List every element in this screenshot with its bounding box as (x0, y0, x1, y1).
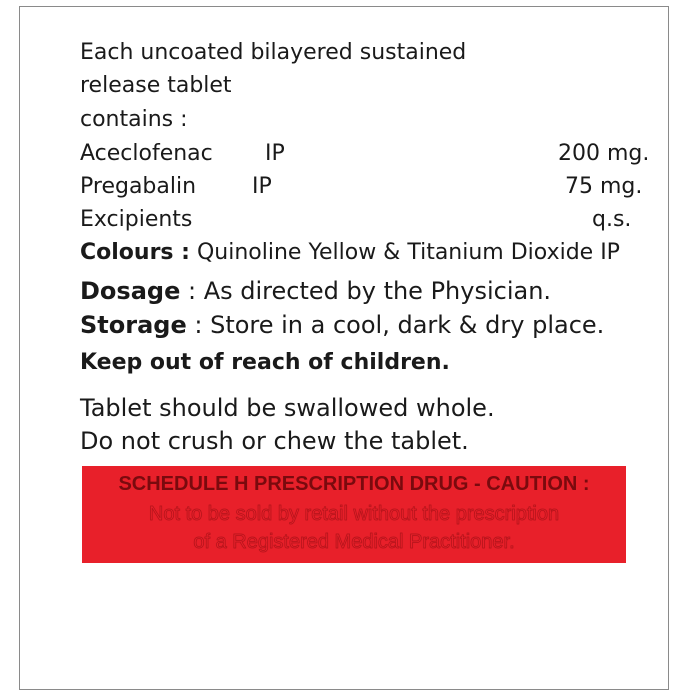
caution-line-1: Not to be sold by retail without the prescription (148, 503, 560, 525)
storage-line (80, 313, 604, 337)
ingredient-name: Pregabalin (80, 174, 197, 199)
ingredient-name: Excipients (80, 207, 193, 232)
dosage-value: : As directed by the Physician. (180, 277, 552, 305)
storage-value: : Store in a cool, dark & dry place. (186, 311, 605, 339)
composition-line-3: contains : (80, 107, 188, 132)
caution-title: SCHEDULE H PRESCRIPTION DRUG - CAUTION : (118, 473, 590, 495)
dosage-line (80, 279, 551, 303)
colours-label: Colours : (80, 240, 190, 265)
ingredient-amount: q.s. (592, 207, 632, 232)
ingredient-row (80, 176, 660, 202)
instruction-line-2: Do not crush or chew the tablet. (80, 427, 469, 455)
caution-line-2: of a Registered Medical Practitioner. (193, 531, 515, 553)
ingredient-row (80, 209, 660, 235)
ingredient-row (80, 143, 660, 169)
ingredient-standard: IP (265, 141, 285, 166)
colours-value: Quinoline Yellow & Titanium Dioxide IP (196, 240, 620, 265)
children-warning: Keep out of reach of children. (80, 350, 450, 375)
schedule-h-caution-box (82, 466, 626, 563)
storage-label: Storage (80, 311, 187, 339)
composition-line-1: Each uncoated bilayered sustained (80, 40, 467, 65)
ingredient-amount: 75 mg. (565, 174, 643, 199)
ingredient-amount: 200 mg. (558, 141, 650, 166)
ingredient-name: Aceclofenac (80, 141, 213, 166)
composition-line-2: release tablet (80, 73, 232, 98)
colours-line (80, 242, 620, 264)
instruction-line-1: Tablet should be swallowed whole. (80, 394, 495, 422)
dosage-label: Dosage (80, 277, 181, 305)
ingredient-standard: IP (252, 174, 272, 199)
